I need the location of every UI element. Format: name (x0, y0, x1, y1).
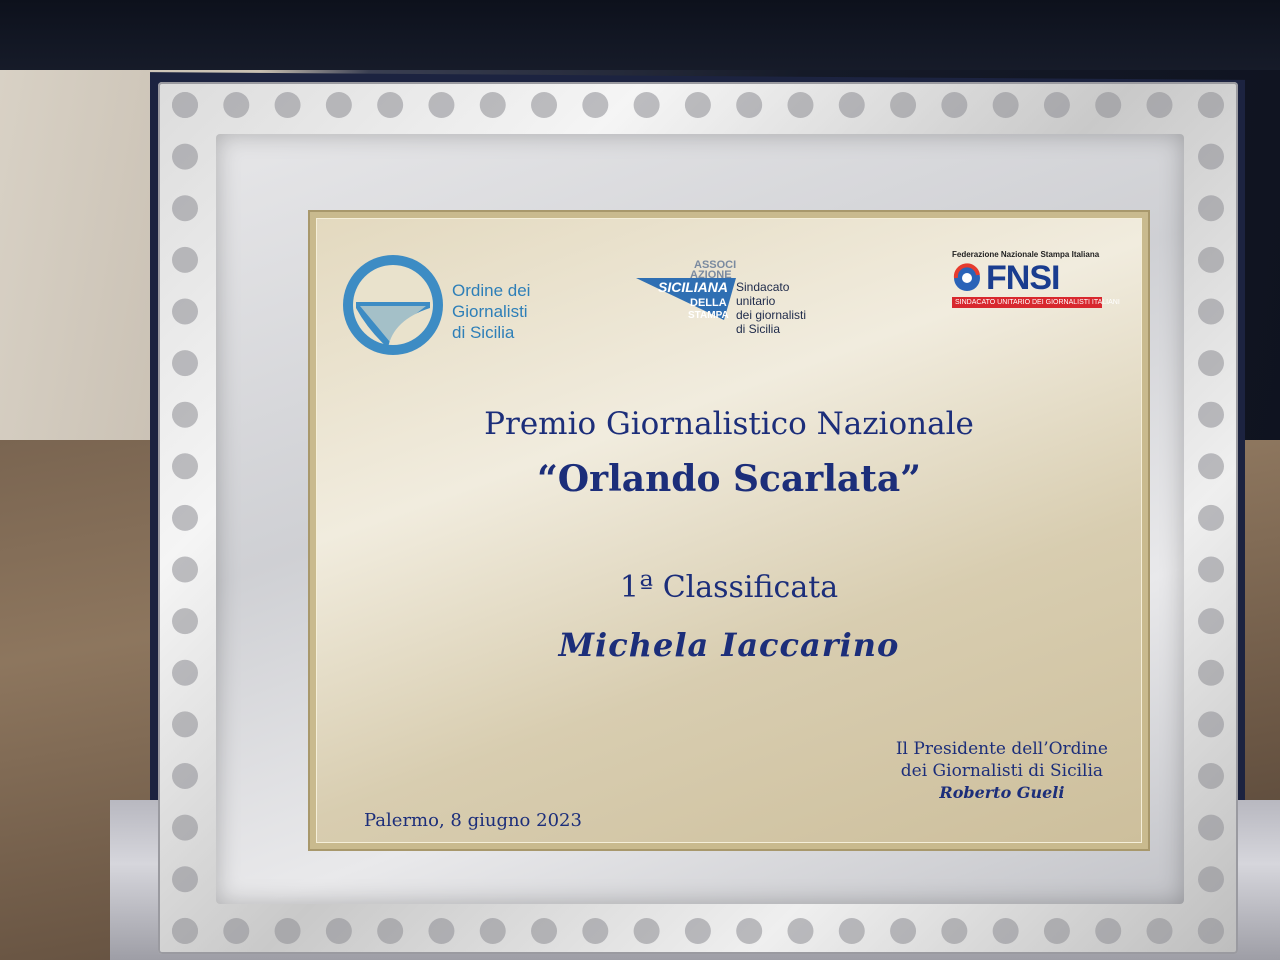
signature-block (896, 738, 1108, 804)
assostampa-caption-2: unitario (736, 294, 776, 308)
assostampa-caption-4: di Sicilia (736, 322, 781, 336)
signature-name: Roberto Gueli (939, 783, 1065, 802)
assostampa-word-1: ASSOCI (694, 259, 737, 271)
assostampa-caption-1: Sindacato (736, 280, 790, 294)
assostampa-word-2: AZIONE (690, 269, 732, 281)
fnsi-red-bar: SINDACATO UNITARIO DEI GIORNALISTI ITALIANI (952, 297, 1102, 308)
assostampa-word-5: STAMPA (688, 310, 729, 321)
odg-logo-text (452, 280, 530, 343)
fnsi-wordmark: FNSI (986, 259, 1060, 297)
assostampa-word-4: DELLA (690, 297, 727, 309)
assostampa-caption-3: dei giornalisti (736, 308, 807, 322)
assostampa-word-3: SICILIANA (658, 279, 728, 295)
odg-line2: Giornalisti (452, 302, 528, 321)
odg-logo-icon (338, 250, 448, 360)
background-ceiling (0, 0, 1280, 70)
award-name: “Orlando Scarlata” (537, 458, 921, 500)
award-rank: 1ª Classificata (619, 570, 839, 605)
silver-frame (158, 82, 1238, 954)
assostampa-caption (736, 280, 806, 336)
fnsi-logo (952, 250, 1120, 316)
signature-line1: Il Presidente dell’Ordine (895, 739, 1108, 759)
engraved-plate (310, 212, 1148, 849)
place-date: Palermo, 8 giugno 2023 (364, 810, 582, 831)
winner-name: Michela Iaccarino (558, 626, 900, 664)
award-title: Premio Giornalistico Nazionale (484, 406, 974, 442)
odg-line1: Ordine dei (452, 281, 531, 300)
odg-line3: di Sicilia (452, 323, 515, 342)
fnsi-globe-icon (952, 263, 982, 293)
signature-line2: dei Giornalisti di Sicilia (900, 761, 1104, 781)
fnsi-header: Federazione Nazionale Stampa Italiana (952, 250, 1100, 259)
